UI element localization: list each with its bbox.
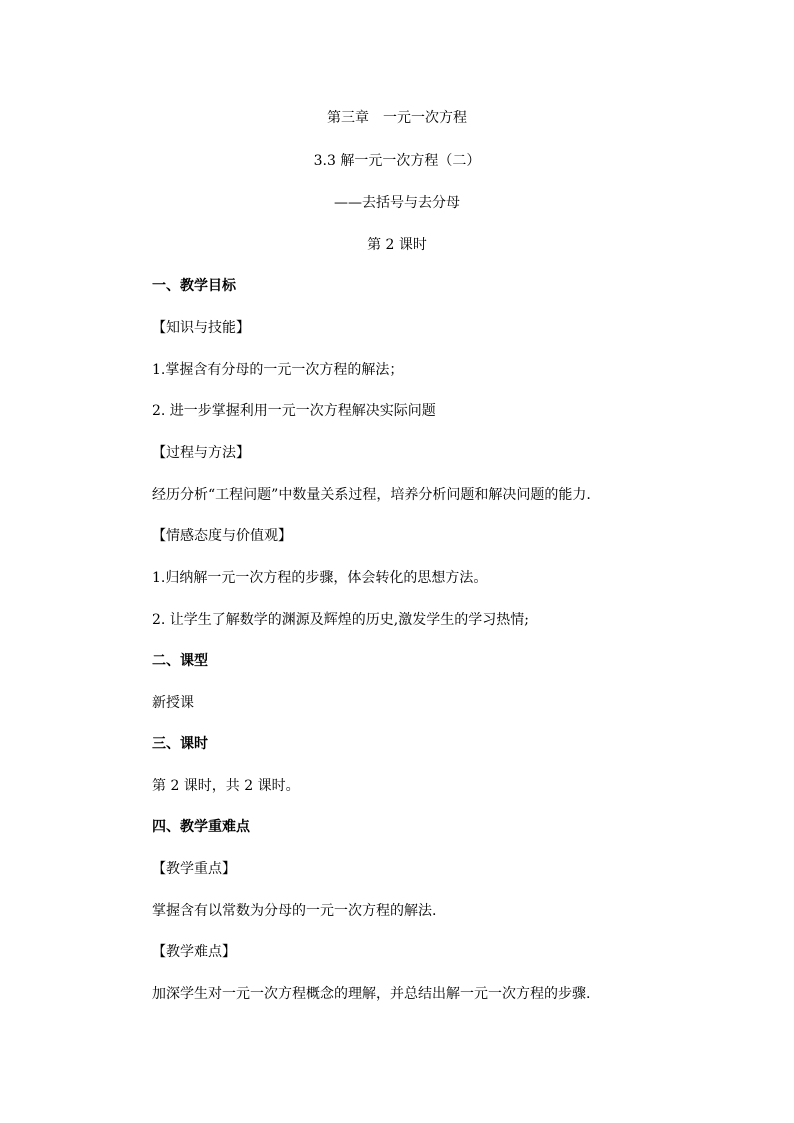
- knowledge-item: 1.掌握含有分母的一元一次方程的解法；: [152, 362, 404, 378]
- process-text: 经历分析“工程问题”中数量关系过程，培养分析问题和解决问题的能力.: [152, 487, 591, 503]
- focus-heading: 【教学重点】: [152, 861, 236, 877]
- key-points-heading: 四、教学重难点: [152, 819, 250, 835]
- section-title: 3.3 解一元一次方程（二）: [313, 153, 481, 169]
- attitude-item: 2. 让学生了解数学的渊源及辉煌的历史,激发学生的学习热情;: [152, 612, 529, 628]
- knowledge-item: 2. 进一步掌握利用一元一次方程解决实际问题: [152, 403, 436, 419]
- lesson-label: 第 2 课时: [367, 237, 427, 253]
- focus-text: 掌握含有以常数为分母的一元一次方程的解法.: [152, 903, 437, 919]
- knowledge-heading: 【知识与技能】: [152, 320, 250, 336]
- periods-heading: 三、课时: [152, 736, 208, 752]
- attitude-item: 1.归纳解一元一次方程的步骤，体会转化的思想方法。: [152, 570, 488, 586]
- chapter-title: 第三章 一元一次方程: [327, 110, 467, 126]
- attitude-heading: 【情感态度与价值观】: [152, 528, 292, 544]
- lesson-type-text: 新授课: [152, 695, 194, 711]
- subtitle: ——去括号与去分母: [334, 195, 460, 211]
- objectives-heading: 一、教学目标: [152, 278, 236, 294]
- periods-text: 第 2 课时，共 2 课时。: [152, 778, 300, 794]
- difficulty-heading: 【教学难点】: [152, 944, 236, 960]
- process-heading: 【过程与方法】: [152, 445, 250, 461]
- difficulty-text: 加深学生对一元一次方程概念的理解，并总结出解一元一次方程的步骤.: [152, 986, 591, 1002]
- lesson-type-heading: 二、课型: [152, 653, 208, 669]
